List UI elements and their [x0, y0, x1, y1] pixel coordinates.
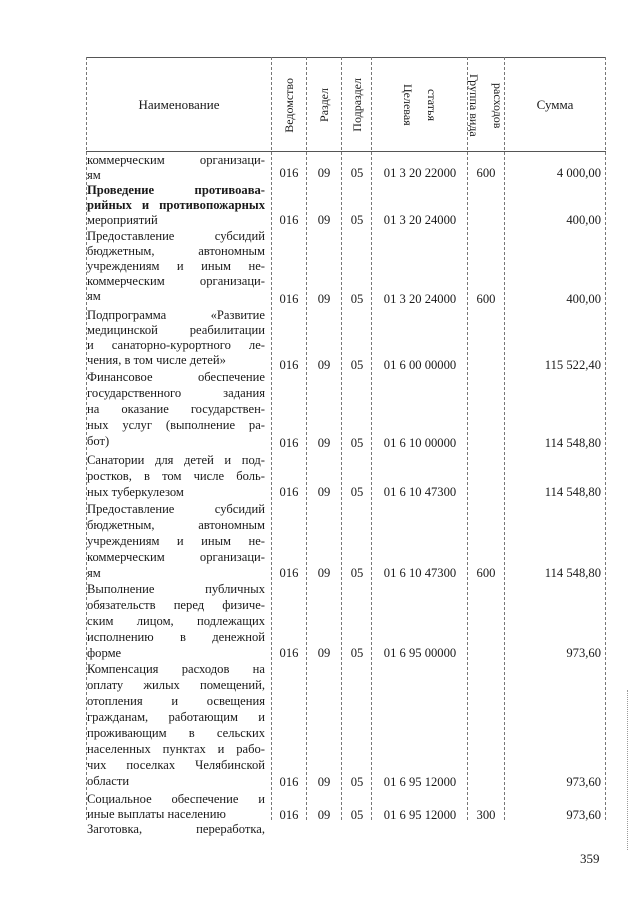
cell-podrazdel: 05: [350, 808, 364, 822]
table-row-name: гражданам, работающим и: [87, 710, 265, 724]
table-row-name: и санаторно-курортного ле-: [87, 338, 265, 352]
cell-vedomstvo: 016: [279, 646, 299, 660]
cell-summa: 400,00: [566, 213, 601, 227]
cell-vedomstvo: 016: [279, 166, 299, 180]
cell-summa: 973,60: [566, 808, 601, 822]
table-row-name: Предоставление субсидий: [87, 229, 265, 243]
table-row-name: ям: [87, 168, 101, 182]
table-row-name: коммерческим организаци-: [87, 550, 265, 564]
table-row-name: коммерческим организаци-: [87, 274, 265, 288]
cell-podrazdel: 05: [350, 775, 364, 789]
cell-razdel: 09: [317, 566, 331, 580]
cell-razdel: 09: [317, 436, 331, 450]
table-row-name: чих поселках Челябинской: [87, 758, 265, 772]
cell-razdel: 09: [317, 808, 331, 822]
table-row-name: Санатории для детей и под-: [87, 453, 265, 467]
cell-celevaya: 01 6 95 12000: [383, 775, 457, 789]
table-row-name: оплату жилых помещений,: [87, 678, 265, 692]
cell-vedomstvo: 016: [279, 566, 299, 580]
cell-summa: 114 548,80: [544, 436, 601, 450]
table-row-name: Подпрограмма «Развитие: [87, 308, 265, 322]
table-row-name: Предоставление субсидий: [87, 502, 265, 516]
cell-summa: 114 548,80: [544, 485, 601, 499]
table-row-name: Социальное обеспечение и: [87, 792, 265, 806]
cell-summa: 973,60: [566, 646, 601, 660]
cell-gruppa: 600: [476, 292, 496, 306]
table-row-name: Выполнение публичных: [87, 582, 265, 596]
table-row-name: Заготовка, переработка,: [87, 822, 265, 836]
table-row-name: медицинской реабилитации: [87, 323, 265, 337]
cell-podrazdel: 05: [350, 213, 364, 227]
page-number: 359: [580, 851, 600, 866]
table-row-name: чения, в том числе детей»: [87, 353, 226, 367]
table-row-name: рийных и противопожарных: [87, 198, 265, 212]
table-row-name: Компенсация расходов на: [87, 662, 265, 676]
table-row-name: ных туберкулезом: [87, 485, 184, 499]
column-border: [605, 57, 606, 820]
table-row-name: проживающим в сельских: [87, 726, 265, 740]
header-bottom-border: [86, 151, 606, 152]
cell-razdel: 09: [317, 646, 331, 660]
cell-podrazdel: 05: [350, 166, 364, 180]
table-row-name: ных услуг (выполнение ра-: [87, 418, 265, 432]
cell-gruppa: 600: [476, 566, 496, 580]
header-vedomstvo: Ведомство: [282, 77, 296, 133]
cell-celevaya: 01 6 95 00000: [383, 646, 457, 660]
table-row-name: ям: [87, 289, 101, 303]
cell-vedomstvo: 016: [279, 358, 299, 372]
header-gruppa: Группа вида расходов: [467, 73, 505, 137]
table-row-name: населенных пунктах и рабо-: [87, 742, 265, 756]
header-podrazdel: Подраздел: [349, 78, 364, 132]
cell-summa: 114 548,80: [544, 566, 601, 580]
table-row-name: учреждениям и иным не-: [87, 259, 265, 273]
header-summa: Сумма: [536, 97, 574, 112]
cell-razdel: 09: [317, 166, 331, 180]
table-row-name: Проведение противоава-: [87, 183, 265, 197]
cell-razdel: 09: [317, 213, 331, 227]
scan-edge-artifact: [627, 690, 634, 850]
cell-celevaya: 01 6 10 47300: [383, 566, 457, 580]
cell-celevaya: 01 6 00 00000: [383, 358, 457, 372]
cell-celevaya: 01 3 20 24000: [383, 213, 457, 227]
cell-celevaya: 01 6 10 47300: [383, 485, 457, 499]
table-row-name: иные выплаты населению: [87, 807, 226, 821]
cell-vedomstvo: 016: [279, 775, 299, 789]
table-row-name: учреждениям и иным не-: [87, 534, 265, 548]
table-row-name: ростков, в том числе боль-: [87, 469, 265, 483]
cell-vedomstvo: 016: [279, 213, 299, 227]
table-row-name: ям: [87, 566, 101, 580]
cell-gruppa: 300: [476, 808, 496, 822]
cell-razdel: 09: [317, 485, 331, 499]
cell-summa: 400,00: [566, 292, 601, 306]
cell-vedomstvo: 016: [279, 485, 299, 499]
table-row-name: бюджетным, автономным: [87, 244, 265, 258]
table-row-name: отопления и освещения: [87, 694, 265, 708]
table-row-name: на оказание государствен-: [87, 402, 265, 416]
header-razdel: Раздел: [317, 88, 331, 122]
cell-gruppa: 600: [476, 166, 496, 180]
header-name: Наименование: [138, 97, 220, 112]
cell-razdel: 09: [317, 358, 331, 372]
cell-summa: 4 000,00: [556, 166, 601, 180]
cell-celevaya: 01 6 95 12000: [383, 808, 457, 822]
cell-summa: 973,60: [566, 775, 601, 789]
table-top-border: [86, 57, 606, 58]
cell-vedomstvo: 016: [279, 292, 299, 306]
cell-razdel: 09: [317, 292, 331, 306]
cell-celevaya: 01 3 20 22000: [383, 166, 457, 180]
table-row-name: обязательств перед физиче-: [87, 598, 265, 612]
cell-celevaya: 01 6 10 00000: [383, 436, 457, 450]
table-row-name: области: [87, 774, 130, 788]
cell-podrazdel: 05: [350, 646, 364, 660]
cell-podrazdel: 05: [350, 292, 364, 306]
cell-celevaya: 01 3 20 24000: [383, 292, 457, 306]
table-row-name: Финансовое обеспечение: [87, 370, 265, 384]
cell-podrazdel: 05: [350, 485, 364, 499]
cell-podrazdel: 05: [350, 566, 364, 580]
cell-vedomstvo: 016: [279, 436, 299, 450]
cell-podrazdel: 05: [350, 436, 364, 450]
table-row-name: коммерческим организаци-: [87, 153, 265, 167]
cell-summa: 115 522,40: [544, 358, 601, 372]
cell-vedomstvo: 016: [279, 808, 299, 822]
table-row-name: форме: [87, 646, 122, 660]
table-row-name: бюджетным, автономным: [87, 518, 265, 532]
table-row-name: мероприятий: [87, 213, 158, 227]
header-celevaya: Целевая статья: [400, 84, 439, 126]
table-row-name: исполнению в денежной: [87, 630, 265, 644]
table-row-name: ским лицом, подлежащих: [87, 614, 265, 628]
table-row-name: бот): [87, 434, 110, 448]
table-row-name: государственного задания: [87, 386, 265, 400]
cell-podrazdel: 05: [350, 358, 364, 372]
cell-razdel: 09: [317, 775, 331, 789]
